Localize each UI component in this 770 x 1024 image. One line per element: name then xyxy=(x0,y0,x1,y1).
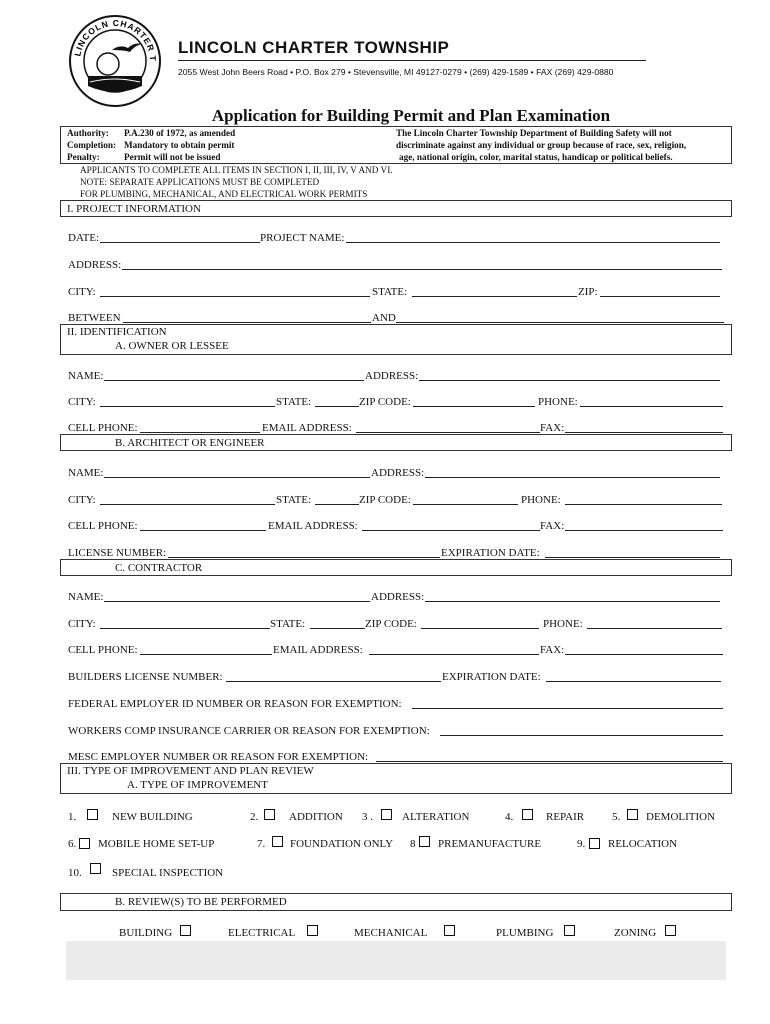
contractor-name-field[interactable] xyxy=(104,601,370,602)
new-building-checkbox[interactable] xyxy=(87,809,98,820)
architect-address-field[interactable] xyxy=(425,477,720,478)
owner-address-field[interactable] xyxy=(419,380,720,381)
improvement-label: MOBILE HOME SET-UP xyxy=(98,838,215,850)
gray-footer-band xyxy=(66,941,726,980)
architect-cell-label: CELL PHONE: xyxy=(68,520,138,532)
improvement-number: 2. xyxy=(250,811,259,823)
improvement-number: 8 xyxy=(410,838,416,850)
contractor-header xyxy=(60,559,732,576)
section-3-header xyxy=(60,763,732,794)
township-seal xyxy=(68,14,162,108)
architect-state-field[interactable] xyxy=(315,504,359,505)
contractor-email-label: EMAIL ADDRESS: xyxy=(273,644,363,656)
contractor-address-label: ADDRESS: xyxy=(371,591,425,603)
review-plumbing-checkbox[interactable] xyxy=(564,925,575,936)
owner-zip-field[interactable] xyxy=(413,406,535,407)
contractor-name-label: NAME: xyxy=(68,591,104,603)
improvement-number: 5. xyxy=(612,811,621,823)
architect-name-field[interactable] xyxy=(104,477,370,478)
project-name-label: PROJECT NAME: xyxy=(260,232,345,244)
city-label: CITY: xyxy=(68,286,96,298)
architect-state-label: STATE: xyxy=(276,494,312,506)
zip-label: ZIP: xyxy=(578,286,598,298)
instruction-line: FOR PLUMBING, MECHANICAL, AND ELECTRICAL WORK PERMITS xyxy=(80,189,368,199)
workers-comp-label: WORKERS COMP INSURANCE CARRIER OR REASON FOR EXEMPTION: xyxy=(68,725,430,737)
improvement-label: PREMANUFACTURE xyxy=(438,838,542,850)
and-label: AND xyxy=(372,312,396,324)
nondiscrimination-statement xyxy=(396,127,686,163)
org-address: 2055 West John Beers Road • P.O. Box 279 • Stevensville, MI 49127-0279 • (269) 429-1589 • FAX (269) 429-0880 xyxy=(178,67,614,77)
review-plumbing-label: PLUMBING xyxy=(496,927,554,939)
architect-email-field[interactable] xyxy=(362,530,540,531)
owner-address-label: ADDRESS: xyxy=(365,370,419,382)
architect-name-label: NAME: xyxy=(68,467,104,479)
review-electrical-checkbox[interactable] xyxy=(307,925,318,936)
architect-fax-field[interactable] xyxy=(565,530,723,531)
instruction-line: APPLICANTS TO COMPLETE ALL ITEMS IN SECTION I, II, III, IV, V AND VI. xyxy=(80,165,393,175)
review-mechanical-label: MECHANICAL xyxy=(354,927,428,939)
federal-id-field[interactable] xyxy=(412,708,723,709)
state-field[interactable] xyxy=(412,296,577,297)
contractor-expiration-label: EXPIRATION DATE: xyxy=(442,671,541,683)
letterhead-rule xyxy=(178,60,646,61)
section-2-header xyxy=(60,324,732,355)
builders-license-field[interactable] xyxy=(226,681,441,682)
owner-fax-label: FAX: xyxy=(540,422,565,434)
improvement-number: 7. xyxy=(257,838,266,850)
org-name: LINCOLN CHARTER TOWNSHIP xyxy=(178,38,450,57)
mobile-home-checkbox[interactable] xyxy=(79,838,90,849)
authority-block xyxy=(67,127,235,163)
contractor-email-field[interactable] xyxy=(369,654,539,655)
improvement-label: RELOCATION xyxy=(608,838,678,850)
architect-subheading: B. ARCHITECT OR ENGINEER xyxy=(115,437,265,449)
improvement-label: REPAIR xyxy=(546,811,585,823)
penalty-value: Permit will not be issued xyxy=(124,152,221,162)
contractor-zip-label: ZIP CODE: xyxy=(365,618,417,630)
workers-comp-field[interactable] xyxy=(440,735,723,736)
improvement-number: 4. xyxy=(505,811,514,823)
owner-state-field[interactable] xyxy=(315,406,359,407)
improvement-number: 1. xyxy=(68,811,77,823)
improvement-label: NEW BUILDING xyxy=(112,811,193,823)
address-field[interactable] xyxy=(122,269,722,270)
section-1-title: I. PROJECT INFORMATION xyxy=(67,203,201,215)
review-zoning-checkbox[interactable] xyxy=(665,925,676,936)
architect-expiration-field[interactable] xyxy=(545,557,720,558)
seal-graphic xyxy=(68,14,162,108)
architect-fax-label: FAX: xyxy=(540,520,565,532)
nondiscrimination-line: The Lincoln Charter Township Department of Building Safety will not xyxy=(396,128,672,138)
demolition-checkbox[interactable] xyxy=(627,809,638,820)
contractor-cell-field[interactable] xyxy=(140,654,272,655)
architect-city-field[interactable] xyxy=(100,504,275,505)
between-label: BETWEEN xyxy=(68,312,121,324)
mesc-label: MESC EMPLOYER NUMBER OR REASON FOR EXEMPTION: xyxy=(68,751,369,763)
instructions xyxy=(80,164,393,200)
city-field[interactable] xyxy=(100,296,370,297)
contractor-subheading: C. CONTRACTOR xyxy=(115,562,203,574)
review-subheading: B. REVIEW(S) TO BE PERFORMED xyxy=(115,896,287,908)
owner-subheading: A. OWNER OR LESSEE xyxy=(115,340,229,352)
date-label: DATE: xyxy=(68,232,100,244)
contractor-state-field[interactable] xyxy=(310,628,365,629)
alteration-checkbox[interactable] xyxy=(381,809,392,820)
contractor-city-field[interactable] xyxy=(100,628,270,629)
owner-email-label: EMAIL ADDRESS: xyxy=(262,422,352,434)
owner-phone-field[interactable] xyxy=(580,406,723,407)
and-field[interactable] xyxy=(396,322,724,323)
federal-id-label: FEDERAL EMPLOYER ID NUMBER OR REASON FOR EXEMPTION: xyxy=(68,698,402,710)
review-header xyxy=(60,893,732,911)
contractor-cell-label: CELL PHONE: xyxy=(68,644,138,656)
owner-name-label: NAME: xyxy=(68,370,104,382)
architect-zip-label: ZIP CODE: xyxy=(359,494,411,506)
section-2-title: II. IDENTIFICATION xyxy=(67,326,167,338)
owner-email-field[interactable] xyxy=(356,432,540,433)
mesc-field[interactable] xyxy=(376,761,723,762)
contractor-fax-label: FAX: xyxy=(540,644,565,656)
address-label: ADDRESS: xyxy=(68,259,122,271)
repair-checkbox[interactable] xyxy=(522,809,533,820)
architect-expiration-label: EXPIRATION DATE: xyxy=(441,547,540,559)
contractor-city-label: CITY: xyxy=(68,618,96,630)
review-zoning-label: ZONING xyxy=(614,927,657,939)
zip-field[interactable] xyxy=(600,296,720,297)
architect-address-label: ADDRESS: xyxy=(371,467,425,479)
between-field[interactable] xyxy=(123,322,371,323)
improvement-label: DEMOLITION xyxy=(646,811,716,823)
review-mechanical-checkbox[interactable] xyxy=(444,925,455,936)
review-building-checkbox[interactable] xyxy=(180,925,191,936)
contractor-state-label: STATE: xyxy=(270,618,306,630)
architect-zip-field[interactable] xyxy=(413,504,518,505)
contractor-phone-field[interactable] xyxy=(587,628,722,629)
nondiscrimination-line: discriminate against any individual or group because of race, sex, religion, xyxy=(396,140,687,150)
owner-city-label: CITY: xyxy=(68,396,96,408)
architect-city-label: CITY: xyxy=(68,494,96,506)
section-1-header xyxy=(60,200,732,217)
improvement-label: ADDITION xyxy=(289,811,343,823)
completion-label: Completion: xyxy=(67,140,116,150)
improvement-label: ALTERATION xyxy=(402,811,470,823)
architect-license-field[interactable] xyxy=(168,557,440,558)
owner-zip-label: ZIP CODE: xyxy=(359,396,411,408)
relocation-checkbox[interactable] xyxy=(589,838,600,849)
project-name-field[interactable] xyxy=(346,242,720,243)
premanufacture-checkbox[interactable] xyxy=(419,836,430,847)
owner-city-field[interactable] xyxy=(100,406,275,407)
owner-fax-field[interactable] xyxy=(565,432,723,433)
contractor-address-field[interactable] xyxy=(425,601,720,602)
builders-license-label: BUILDERS LICENSE NUMBER: xyxy=(68,671,223,683)
addition-checkbox[interactable] xyxy=(264,809,275,820)
completion-value: Mandatory to obtain permit xyxy=(124,140,235,150)
contractor-zip-field[interactable] xyxy=(421,628,539,629)
architect-header xyxy=(60,434,732,451)
architect-license-label: LICENSE NUMBER: xyxy=(68,547,167,559)
owner-cell-field[interactable] xyxy=(140,432,260,433)
review-building-label: BUILDING xyxy=(119,927,173,939)
owner-cell-label: CELL PHONE: xyxy=(68,422,138,434)
contractor-fax-field[interactable] xyxy=(565,654,723,655)
architect-cell-field[interactable] xyxy=(140,530,266,531)
owner-phone-label: PHONE: xyxy=(538,396,578,408)
architect-phone-label: PHONE: xyxy=(521,494,561,506)
state-label: STATE: xyxy=(372,286,408,298)
penalty-label: Penalty: xyxy=(67,152,100,162)
special-inspection-checkbox[interactable] xyxy=(90,863,101,874)
improvement-number: 10. xyxy=(68,867,82,879)
instruction-line: NOTE: SEPARATE APPLICATIONS MUST BE COMPLETED xyxy=(80,177,320,187)
improvement-label: FOUNDATION ONLY xyxy=(290,838,394,850)
improvement-number: 6. xyxy=(68,838,77,850)
nondiscrimination-line: age, national origin, color, marital status, handicap or political beliefs. xyxy=(399,152,673,162)
improvement-number: 3 . xyxy=(362,811,373,823)
improvement-number: 9. xyxy=(577,838,586,850)
contractor-expiration-field[interactable] xyxy=(546,681,721,682)
improvement-subheading: A. TYPE OF IMPROVEMENT xyxy=(127,779,268,791)
owner-state-label: STATE: xyxy=(276,396,312,408)
seal-text: LINCOLN CHARTER T xyxy=(72,17,159,62)
date-field[interactable] xyxy=(100,242,260,243)
foundation-only-checkbox[interactable] xyxy=(272,836,283,847)
page-title: Application for Building Permit and Plan Examination xyxy=(211,106,611,125)
authority-value: P.A.230 of 1972, as amended xyxy=(124,128,236,138)
architect-phone-field[interactable] xyxy=(565,504,722,505)
authority-label: Authority: xyxy=(67,128,109,138)
architect-email-label: EMAIL ADDRESS: xyxy=(268,520,358,532)
contractor-phone-label: PHONE: xyxy=(543,618,583,630)
review-electrical-label: ELECTRICAL xyxy=(228,927,296,939)
improvement-label: SPECIAL INSPECTION xyxy=(112,867,224,879)
owner-name-field[interactable] xyxy=(104,380,364,381)
section-3-title: III. TYPE OF IMPROVEMENT AND PLAN REVIEW xyxy=(67,765,314,777)
